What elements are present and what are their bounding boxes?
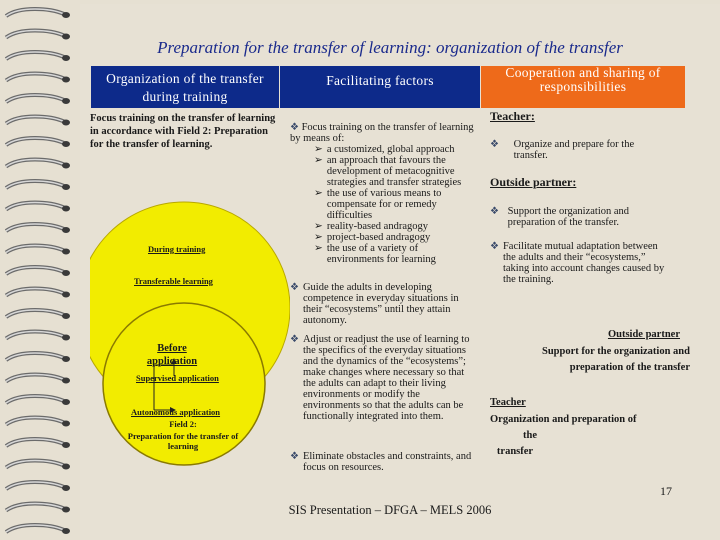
binding-ring: [6, 461, 70, 470]
factor-bullet-3: [290, 334, 476, 422]
partner-item-1-text: Support the organization and preparation of the transfer.: [507, 206, 630, 228]
factor-1-sub-3: the use of various means to compensate for or remedy difficulties: [326, 188, 442, 221]
column-header-organization: Organization of the transfer during training: [91, 66, 279, 108]
factor-1-sub-5: project-based andragogy: [326, 232, 431, 243]
binding-ring: [6, 267, 70, 276]
factor-bullet-4: [290, 451, 476, 473]
binding-ring: [6, 9, 70, 18]
binding-ring: [6, 224, 70, 233]
spiral-binding: [0, 0, 78, 540]
teacher-text-2: the: [523, 430, 537, 441]
factor-1-sub-2: an approach that favours the development of metacognitive strategies and transfer strategies: [326, 155, 462, 188]
slide-title: Preparation for the transfer of learning: organization of the transfer: [157, 38, 623, 57]
factor-1-sub-4: reality-based andragogy: [326, 221, 428, 232]
binding-ring: [6, 160, 70, 169]
binding-ring: [6, 31, 70, 40]
arrow-bullet-icon: ➢: [314, 155, 323, 166]
diamond-bullet-icon: ❖: [290, 282, 299, 293]
teacher-text-1: Organization and preparation of: [490, 414, 637, 425]
factor-4-text: Eliminate obstacles and constraints, and focus on resources.: [302, 451, 472, 473]
binding-ring: [6, 138, 70, 147]
factor-1-sub-6: the use of a variety of environments for learning: [326, 243, 436, 265]
binding-ring: [6, 181, 70, 190]
binding-ring: [6, 74, 70, 83]
binding-ring: [6, 289, 70, 298]
binding-ring: [6, 310, 70, 319]
binding-ring: [6, 525, 70, 534]
arrow-bullet-icon: ➢: [314, 188, 323, 199]
footer-text: SIS Presentation – DFGA – MELS 2006: [288, 503, 492, 517]
arrow-bullet-icon: ➢: [314, 221, 323, 232]
diamond-bullet-icon: ❖: [490, 139, 499, 150]
factor-bullet-1: [290, 122, 476, 265]
binding-ring: [6, 353, 70, 362]
supervised-application-label: Supervised application: [136, 373, 219, 383]
arrow-bullet-icon: ➢: [314, 243, 323, 254]
partner-item-1: [490, 206, 668, 228]
binding-ring: [6, 246, 70, 255]
diamond-bullet-icon: ❖: [290, 334, 299, 345]
diamond-bullet-icon: ❖: [290, 451, 299, 462]
diamond-bullet-icon: ❖: [490, 241, 499, 252]
factor-2-text: Guide the adults in developing competence in everyday situations in their “ecosystems” until they attain autonomy.: [302, 282, 459, 326]
factor-3-text: Adjust or readjust the use of learning to the specifics of the everyday situations and the dynamics of the “ecosystems”; make changes where necessary so that the adults can adapt to their living environments or modify the environments so that the adults can be functionally integrated into them.: [302, 334, 470, 422]
column-header-facilitating-factors: Facilitating factors: [280, 66, 480, 108]
binding-ring: [6, 504, 70, 513]
arrow-bullet-icon: ➢: [314, 144, 323, 155]
diamond-bullet-icon: ❖: [490, 206, 499, 217]
field2-label: Field 2:: [169, 419, 197, 429]
outside-partner-text: Support for the organization and preparation of the transfer: [542, 346, 690, 373]
binding-ring: [6, 95, 70, 104]
page-number: 17: [660, 484, 672, 498]
binding-ring: [6, 117, 70, 126]
factor-bullet-2: [290, 282, 476, 326]
binding-ring: [6, 418, 70, 427]
autonomous-application-label: Autonomous application: [131, 407, 221, 417]
outside-partner-heading: Outside partner: [607, 329, 680, 340]
outside-partner-label: Outside partner:: [490, 175, 577, 189]
binding-ring: [6, 375, 70, 384]
partner-item-2: [490, 241, 668, 285]
teacher-heading: Teacher: [490, 397, 526, 408]
binding-ring: [6, 482, 70, 491]
binding-ring: [6, 203, 70, 212]
partner-item-2-text: Facilitate mutual adaptation between the adults and their “ecosystems,” taking into account changes caused by the training.: [502, 241, 665, 285]
teacher-item-text: Organize and prepare for the transfer.: [513, 139, 635, 161]
factor-1-intro: Focus training on the transfer of learning by means of:: [290, 122, 474, 144]
factor-1-sub-1: a customized, global approach: [326, 144, 455, 155]
diamond-bullet-icon: ❖: [290, 122, 299, 133]
transferable-learning-label: Transferable learning: [134, 276, 213, 286]
column-header-cooperation: Cooperation and sharing of responsibilities: [481, 66, 685, 108]
teacher-item: [490, 139, 668, 161]
during-training-label: During training: [148, 244, 206, 254]
before-application-label: Before application: [146, 343, 198, 367]
focus-training-text: Focus training on the transfer of learning in accordance with Field 2: Preparation for the transfer of learning.: [90, 113, 276, 150]
binding-ring: [6, 332, 70, 341]
binding-ring: [6, 52, 70, 61]
teacher-text-3: transfer: [496, 446, 534, 457]
field2-description: Preparation for the transfer of learning: [127, 431, 239, 451]
arrow-bullet-icon: ➢: [314, 232, 323, 243]
teacher-label: Teacher:: [490, 109, 535, 123]
binding-ring: [6, 439, 70, 448]
binding-ring: [6, 396, 70, 405]
